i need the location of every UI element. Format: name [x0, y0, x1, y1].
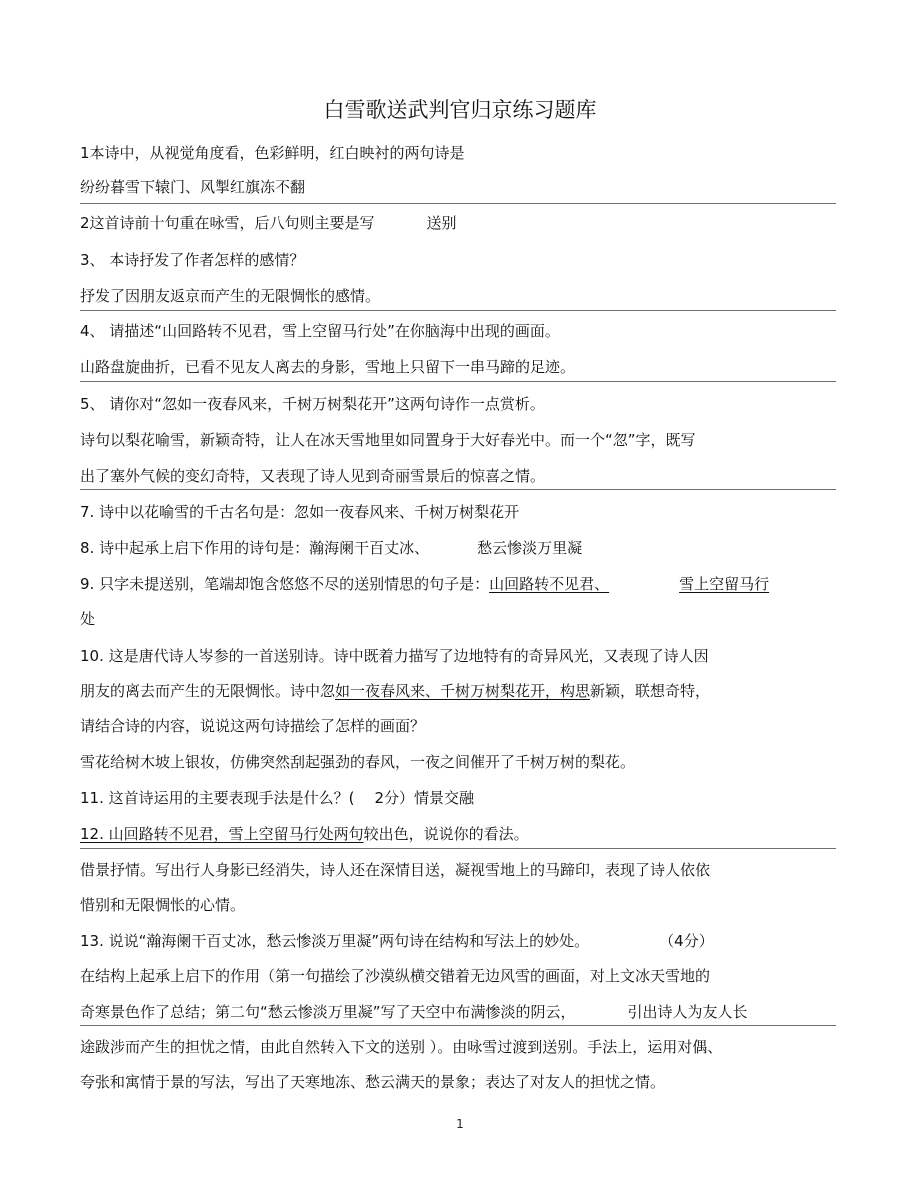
- divider: [80, 1025, 836, 1026]
- document-title: 白雪歌送武判官归京练习题库: [323, 98, 597, 122]
- q8-answer: 愁云惨淡万里凝: [477, 539, 583, 557]
- divider: [80, 848, 836, 849]
- q13-question: 13. 说说“瀚海阑干百丈冰，愁云惨淡万里凝”两句诗在结构和写法上的妙处。: [80, 932, 590, 950]
- q5-answer-line2: 出了塞外气候的变幻奇特，又表现了诗人见到奇丽雪景后的惊喜之情。: [80, 467, 546, 485]
- q9-line: [80, 573, 840, 595]
- divider: [80, 310, 836, 311]
- q4-answer: 山路盘旋曲折，已看不见友人离去的身影，雪地上只留下一串马蹄的足迹。: [80, 358, 576, 376]
- q13-answer-line1: 在结构上起承上启下的作用（第一句描绘了沙漠纵横交错着无边风雪的画面，对上文冰天雪地的: [80, 967, 711, 985]
- q13-answer-line4: 夸张和寓情于景的写法，写出了天寒地冻、愁云满天的景象；表达了对友人的担忧之情。: [80, 1073, 666, 1091]
- divider: [80, 381, 836, 382]
- q10-line1: 10. 这是唐代诗人岑参的一首送别诗。诗中既着力描写了边地特有的奇异风光，又表现了诗人因: [80, 647, 709, 665]
- q10-line2: [80, 680, 840, 702]
- q9-question: 9. 只字未提送别，笔端却饱含悠悠不尽的送别情思的句子是：: [80, 575, 490, 593]
- q9-answer-part2: 雪上空留马行: [679, 575, 770, 593]
- q8-question: 8. 诗中起承上启下作用的诗句是：瀚海阑干百丈冰、: [80, 539, 430, 557]
- q12-question: [80, 823, 840, 845]
- q7-line: 7. 诗中以花喻雪的千古名句是：忽如一夜春风来、千树万树梨花开: [80, 503, 520, 521]
- q13-answer-line2: [80, 1001, 840, 1023]
- q10-answer: 雪花给树木坡上银妆，仿佛突然刮起强劲的春风，一夜之间催开了千树万树的梨花。: [80, 753, 636, 771]
- q13-line: [80, 930, 840, 952]
- q3-question: 3、 本诗抒发了作者怎样的感情？: [80, 251, 305, 269]
- q1-answer: 纷纷暮雪下辕门、风掣红旗冻不翻: [80, 178, 306, 196]
- q10-line3: 请结合诗的内容，说说这两句诗描绘了怎样的画面？: [80, 717, 426, 735]
- q10-line2-start: 朋友的离去而产生的无限惆怅。诗中忽: [80, 682, 336, 700]
- q12-number: 12.: [80, 825, 109, 843]
- q13-answer-line2-start: 奇寒景色作了总结；第二句“愁云惨淡万里凝”写了天空中布满惨淡的阴云，: [80, 1003, 576, 1021]
- divider: [80, 203, 836, 204]
- q2-answer: 送别: [426, 214, 457, 232]
- q9-answer-part3: 处: [80, 610, 96, 628]
- q10-line2-quote: 如一夜春风来、千树万树梨花开，构思: [335, 682, 591, 700]
- q13-score: （4分）: [659, 932, 714, 950]
- q12-quote: 山回路转不见君，雪上空留马行处两句: [108, 825, 364, 843]
- q5-question: 5、 请你对“忽如一夜春风来，千树万树梨花开”这两句诗作一点赏析。: [80, 395, 545, 413]
- q12-prompt: 较出色，说说你的看法。: [363, 825, 529, 843]
- q11-line: [80, 787, 840, 809]
- q9-answer-part1: 山回路转不见君、: [489, 575, 610, 593]
- q11-answer: 2分）情景交融: [374, 789, 475, 807]
- q13-answer-line2-end: 引出诗人为友人长: [627, 1003, 748, 1021]
- q10-line2-end: 新颖，联想奇特，: [590, 682, 711, 700]
- q12-answer-line1: 借景抒情。写出行人身影已经消失，诗人还在深情目送，凝视雪地上的马蹄印，表现了诗人依依: [80, 861, 711, 879]
- q2-line: [80, 212, 840, 234]
- q12-answer-line2: 惜别和无限惆怅的心情。: [80, 896, 246, 914]
- q5-answer-line1: 诗句以梨花喻雪，新颖奇特，让人在冰天雪地里如同置身于大好春光中。而一个“忽”字，既写: [80, 431, 696, 449]
- q2-question: 2这首诗前十句重在咏雪，后八句则主要是写: [80, 214, 375, 232]
- page-number: 1: [456, 1117, 464, 1131]
- divider: [80, 489, 836, 490]
- q4-question: 4、 请描述“山回路转不见君，雪上空留马行处”在你脑海中出现的画面。: [80, 322, 560, 340]
- q13-answer-line3: 途跋涉而产生的担忧之情，由此自然转入下文的送别 ）。由咏雪过渡到送别。手法上，运用对偶、: [80, 1038, 723, 1056]
- q11-question: 11. 这首诗运用的主要表现手法是什么？(: [80, 789, 355, 807]
- q8-line: [80, 537, 840, 559]
- q1-question: 1本诗中，从视觉角度看，色彩鲜明，红白映衬的两句诗是: [80, 144, 465, 162]
- q3-answer: 抒发了因朋友返京而产生的无限惆怅的感情。: [80, 287, 381, 305]
